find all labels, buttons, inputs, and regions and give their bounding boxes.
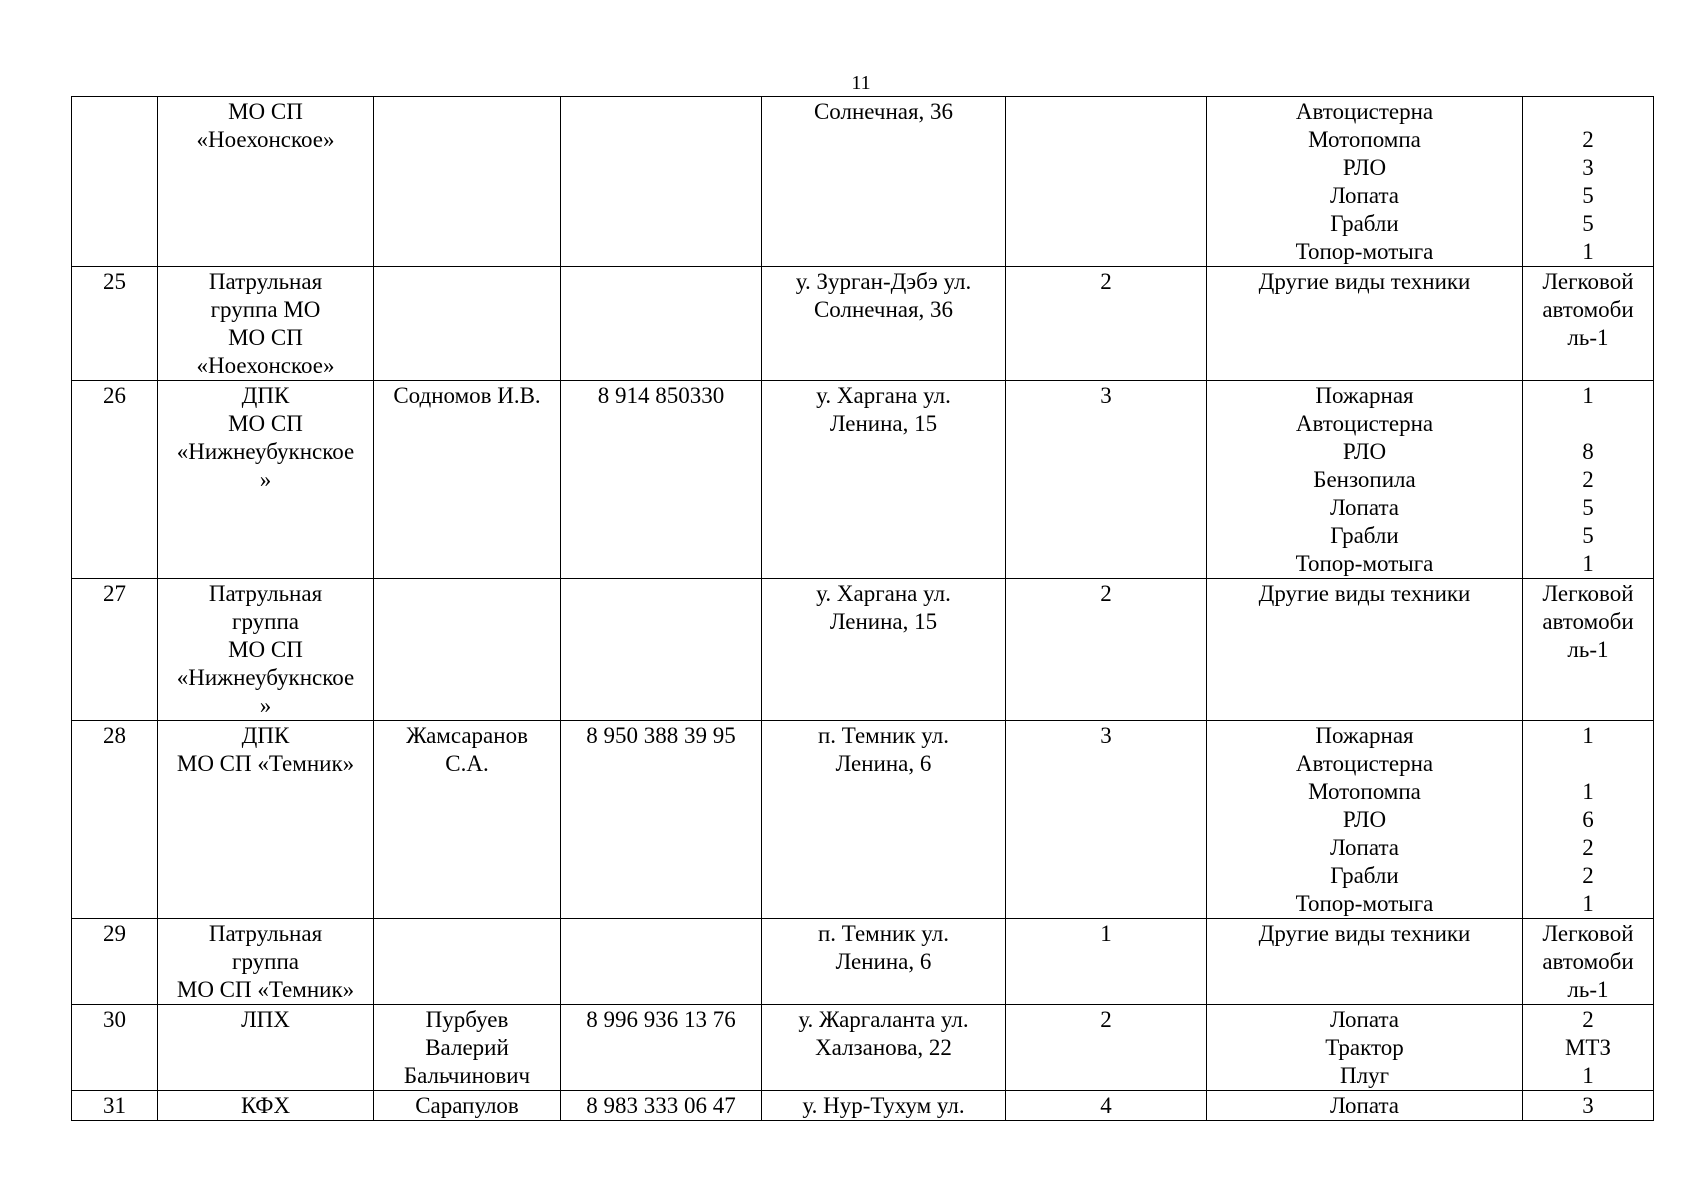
address-cell: п. Темник ул. Ленина, 6 — [762, 721, 1006, 919]
table-row — [72, 97, 1654, 267]
head-name-cell — [374, 919, 561, 1005]
equipment-count-cell — [1523, 267, 1654, 381]
equipment-count-cell — [1523, 579, 1654, 721]
equipment-item: Топор-мотыга — [1295, 239, 1434, 264]
equipment-item: Пожарная — [1315, 723, 1414, 748]
organization-cell: ДПК МО СП «Темник» — [158, 721, 374, 919]
people-count-cell: 3 — [1006, 381, 1207, 579]
organization-cell: КФХ — [158, 1091, 374, 1121]
page-number: 11 — [851, 72, 871, 94]
equipment-cell — [1207, 381, 1523, 579]
phone-cell — [561, 919, 762, 1005]
table-row — [72, 267, 1654, 381]
equipment-item: Мотопомпа — [1308, 779, 1421, 804]
organization-cell: ЛПХ — [158, 1005, 374, 1091]
equipment-count: 2 — [1582, 835, 1594, 860]
phone-cell — [561, 579, 762, 721]
address-cell: Солнечная, 36 — [762, 97, 1006, 267]
equipment-count: 2 — [1582, 1007, 1594, 1032]
equipment-count — [1527, 98, 1649, 126]
head-name-cell — [374, 267, 561, 381]
equipment-count: ль-1 — [1567, 325, 1609, 350]
equipment-item: Автоцистерна — [1295, 99, 1434, 124]
row-number-cell: 28 — [72, 721, 158, 919]
equipment-count: 1 — [1582, 1063, 1594, 1088]
row-number-cell: 27 — [72, 579, 158, 721]
equipment-count: Легковой — [1542, 269, 1634, 294]
equipment-count: 5 — [1582, 211, 1594, 236]
phone-cell: 8 983 333 06 47 — [561, 1091, 762, 1121]
equipment-count: 5 — [1582, 523, 1594, 548]
equipment-item: Лопата — [1330, 835, 1399, 860]
equipment-cell — [1207, 97, 1523, 267]
equipment-count — [1527, 410, 1649, 438]
equipment-count: ль-1 — [1567, 977, 1609, 1002]
people-count-cell: 2 — [1006, 1005, 1207, 1091]
people-count-cell: 1 — [1006, 919, 1207, 1005]
equipment-cell — [1207, 721, 1523, 919]
equipment-count-cell — [1523, 721, 1654, 919]
equipment-item: Топор-мотыга — [1295, 551, 1434, 576]
equipment-cell — [1207, 579, 1523, 721]
row-number-cell: 31 — [72, 1091, 158, 1121]
equipment-item: Грабли — [1330, 211, 1399, 236]
equipment-count: 5 — [1582, 183, 1594, 208]
people-count-cell — [1006, 97, 1207, 267]
equipment-item: Другие виды техники — [1258, 921, 1471, 946]
equipment-cell — [1207, 1091, 1523, 1121]
address-cell: у. Харгана ул. Ленина, 15 — [762, 579, 1006, 721]
equipment-count: автомоби — [1542, 609, 1634, 634]
phone-cell: 8 950 388 39 95 — [561, 721, 762, 919]
equipment-count: 1 — [1582, 551, 1594, 576]
equipment-count: 6 — [1582, 807, 1594, 832]
equipment-count: 5 — [1582, 495, 1594, 520]
equipment-item: Мотопомпа — [1308, 127, 1421, 152]
address-cell: у. Зурган-Дэбэ ул. Солнечная, 36 — [762, 267, 1006, 381]
phone-cell: 8 914 850330 — [561, 381, 762, 579]
equipment-count-cell — [1523, 1005, 1654, 1091]
table-body — [72, 97, 1654, 1121]
table-row — [72, 1091, 1654, 1121]
table-row — [72, 919, 1654, 1005]
equipment-count: 3 — [1582, 155, 1594, 180]
organization-cell: Патрульная группа МО МО СП «Ноехонское» — [158, 267, 374, 381]
equipment-cell — [1207, 267, 1523, 381]
equipment-item: Лопата — [1330, 495, 1399, 520]
equipment-count — [1527, 750, 1649, 778]
equipment-count: 2 — [1582, 127, 1594, 152]
head-name-cell: Сарапулов — [374, 1091, 561, 1121]
organization-cell: Патрульная группа МО СП «Темник» — [158, 919, 374, 1005]
equipment-item: РЛО — [1342, 807, 1387, 832]
row-number-cell — [72, 97, 158, 267]
equipment-count: ль-1 — [1567, 637, 1609, 662]
equipment-count-cell — [1523, 919, 1654, 1005]
equipment-count: Легковой — [1542, 921, 1634, 946]
equipment-count: 8 — [1582, 439, 1594, 464]
equipment-count: 2 — [1582, 467, 1594, 492]
phone-cell — [561, 267, 762, 381]
equipment-count: 1 — [1582, 239, 1594, 264]
row-number-cell: 30 — [72, 1005, 158, 1091]
address-cell: у. Нур-Тухум ул. — [762, 1091, 1006, 1121]
head-name-cell — [374, 579, 561, 721]
equipment-item: Автоцистерна — [1295, 751, 1434, 776]
address-cell: у. Жаргаланта ул. Халзанова, 22 — [762, 1005, 1006, 1091]
equipment-count: автомоби — [1542, 297, 1634, 322]
equipment-count-cell — [1523, 381, 1654, 579]
equipment-item: Плуг — [1339, 1063, 1390, 1088]
equipment-count: Легковой — [1542, 581, 1634, 606]
table-row — [72, 579, 1654, 721]
equipment-count: 1 — [1582, 383, 1594, 408]
equipment-item: Другие виды техники — [1258, 581, 1471, 606]
equipment-count: 2 — [1582, 863, 1594, 888]
head-name-cell — [374, 97, 561, 267]
equipment-item: Грабли — [1330, 523, 1399, 548]
row-number-cell: 25 — [72, 267, 158, 381]
address-cell: п. Темник ул. Ленина, 6 — [762, 919, 1006, 1005]
equipment-item: Лопата — [1330, 1093, 1399, 1118]
equipment-item: Топор-мотыга — [1295, 891, 1434, 916]
table-row — [72, 721, 1654, 919]
equipment-count-cell — [1523, 97, 1654, 267]
equipment-item: Автоцистерна — [1295, 411, 1434, 436]
equipment-cell — [1207, 1005, 1523, 1091]
people-count-cell: 2 — [1006, 579, 1207, 721]
people-count-cell: 3 — [1006, 721, 1207, 919]
equipment-item: Грабли — [1330, 863, 1399, 888]
equipment-count: 1 — [1582, 779, 1594, 804]
head-name-cell: Содномов И.В. — [374, 381, 561, 579]
equipment-item: Лопата — [1330, 183, 1399, 208]
organization-cell: МО СП «Ноехонское» — [158, 97, 374, 267]
row-number-cell: 26 — [72, 381, 158, 579]
equipment-item: РЛО — [1342, 155, 1387, 180]
equipment-count: автомоби — [1542, 949, 1634, 974]
equipment-item: РЛО — [1342, 439, 1387, 464]
equipment-count: МТЗ — [1564, 1035, 1612, 1060]
head-name-cell: Жамсаранов С.А. — [374, 721, 561, 919]
equipment-item: Другие виды техники — [1258, 269, 1471, 294]
phone-cell — [561, 97, 762, 267]
phone-cell: 8 996 936 13 76 — [561, 1005, 762, 1091]
equipment-count: 1 — [1582, 723, 1594, 748]
equipment-count: 3 — [1582, 1093, 1594, 1118]
equipment-item: Лопата — [1330, 1007, 1399, 1032]
people-count-cell: 2 — [1006, 267, 1207, 381]
equipment-cell — [1207, 919, 1523, 1005]
equipment-item: Пожарная — [1315, 383, 1414, 408]
equipment-count-cell — [1523, 1091, 1654, 1121]
table-row — [72, 1005, 1654, 1091]
table-row — [72, 381, 1654, 579]
people-count-cell: 4 — [1006, 1091, 1207, 1121]
equipment-count: 1 — [1582, 891, 1594, 916]
row-number-cell: 29 — [72, 919, 158, 1005]
resources-table — [71, 96, 1654, 1121]
equipment-item: Бензопила — [1313, 467, 1416, 492]
address-cell: у. Харгана ул. Ленина, 15 — [762, 381, 1006, 579]
equipment-item: Трактор — [1325, 1035, 1404, 1060]
organization-cell: ДПК МО СП «Нижнеубукнское » — [158, 381, 374, 579]
head-name-cell: Пурбуев Валерий Бальчинович — [374, 1005, 561, 1091]
organization-cell: Патрульная группа МО СП «Нижнеубукнское » — [158, 579, 374, 721]
